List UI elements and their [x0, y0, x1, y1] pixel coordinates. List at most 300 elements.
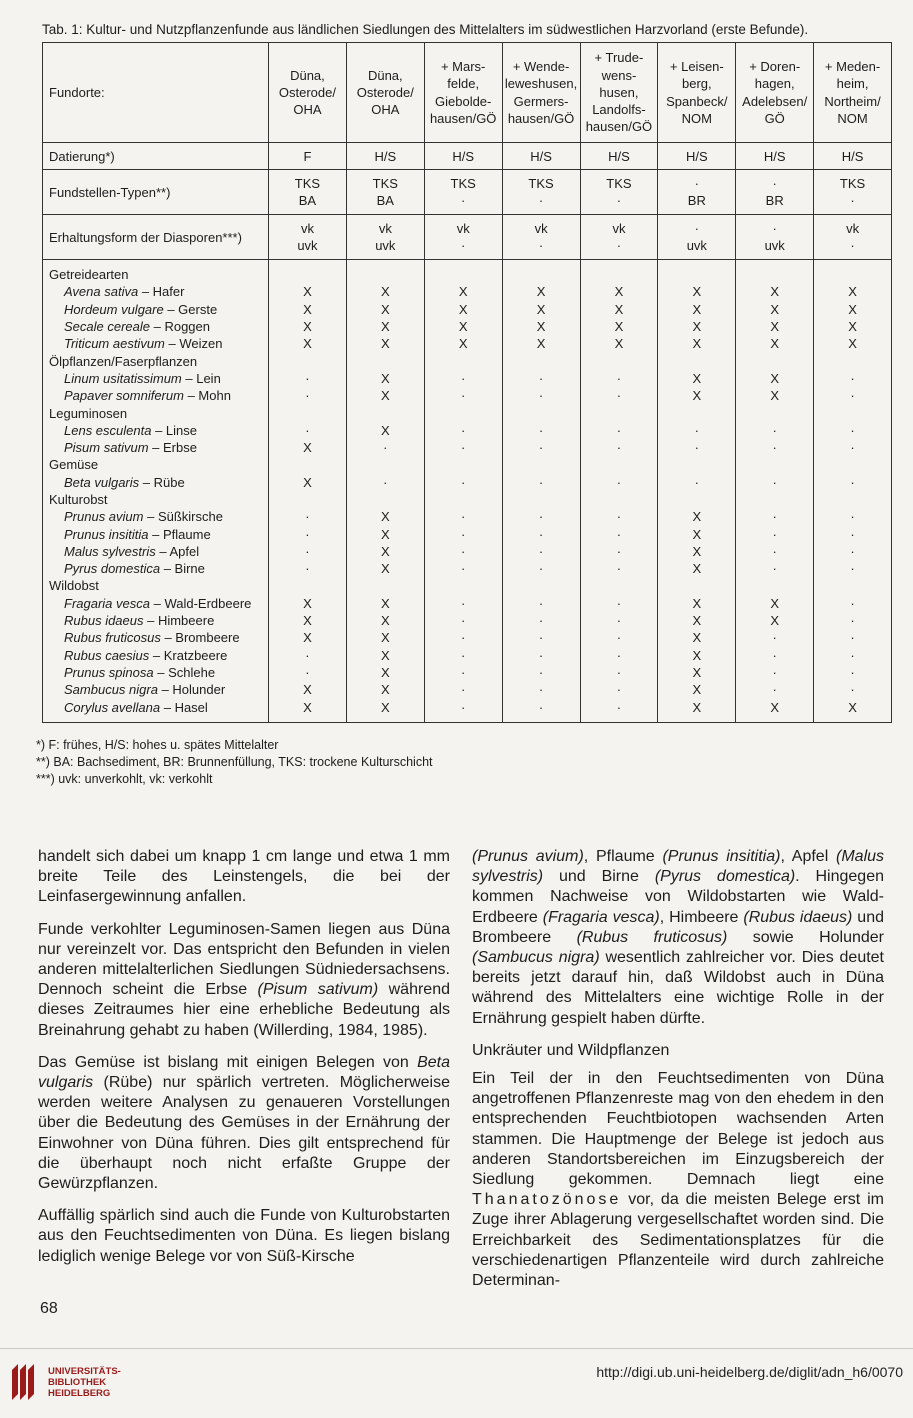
- presence-mark: ·: [616, 664, 622, 680]
- latin-name: Lens esculenta: [64, 422, 152, 438]
- paragraph: Ein Teil der in den Feuchtsedimenten von Düna angetroffenen Pflanzenreste mag von den ehedem in den entsprechenden Feuchtbiotopen wachsenden Arten stammen. Die Hauptmenge der Belege ist jedoch aus anderen Standortsbereichen im Einzugsbereich der Siedlung gekommen. Demnach liegt eine Thanatozönose vor, da die meisten Belege erst im Zuge ihrer Ablagerung vergesellschaftet worden sind. Die Erreichbarkeit des Sedimentationsplatzes für die verschiedenartigen Pflanzenteile wird durch zahlreiche Determinan-: [472, 1070, 884, 1290]
- presence-mark: X: [380, 699, 390, 715]
- cell-line: ·: [772, 175, 777, 191]
- spacer-line: [814, 266, 891, 283]
- presence-mark: ·: [772, 543, 777, 559]
- species-name: [49, 629, 268, 646]
- presence-mark: X: [380, 647, 390, 663]
- presence-mark: X: [380, 301, 390, 317]
- latin-name: Prunus avium: [64, 509, 144, 525]
- spacer-line: [736, 353, 813, 370]
- presence-mark: ·: [772, 682, 777, 698]
- spacer-line: [269, 577, 346, 594]
- latin-name: Prunus spinosa: [64, 664, 154, 680]
- spacer-line: [736, 456, 813, 473]
- presence-mark: ·: [538, 561, 544, 577]
- presence-mark: ·: [538, 474, 544, 490]
- spacer-line: [658, 491, 735, 508]
- cell-line: BR: [687, 193, 706, 208]
- site-header: [658, 43, 736, 143]
- presence-mark: ·: [538, 422, 544, 438]
- cell-line: + Wende-: [512, 58, 570, 74]
- presence-mark: X: [692, 301, 702, 317]
- source-url-link[interactable]: http://digi.ub.uni-heidelberg.de/diglit/adn_h6/0070: [596, 1364, 903, 1380]
- site-values-column: [814, 260, 892, 723]
- spacer-line: [581, 266, 658, 283]
- presence-mark: ·: [694, 440, 699, 456]
- site-values-column: [346, 260, 424, 723]
- presence-mark: X: [770, 388, 780, 404]
- latin-name: Rubus caesius: [64, 647, 150, 663]
- spacer-line: [425, 405, 502, 422]
- site-header: [814, 43, 892, 143]
- cell-line: Düna,: [367, 67, 403, 83]
- presence-mark: ·: [616, 440, 622, 456]
- latin-name: Rubus idaeus: [64, 613, 144, 629]
- presence-mark: ·: [461, 388, 466, 404]
- cell-line: vk: [456, 220, 470, 236]
- latin-name: Papaver somniferum: [64, 388, 184, 404]
- section-heading: Unkräuter und Wildpflanzen: [472, 1041, 670, 1059]
- presence-mark: X: [303, 474, 312, 490]
- cell-line: vk: [612, 220, 626, 236]
- table-caption: Tab. 1: Kultur- und Nutzpflanzenfunde aus ländlichen Siedlungen des Mittelalters im südwestlichen Harzvorland (erste Befunde).: [42, 22, 809, 37]
- german-name: – Mohn: [183, 388, 231, 404]
- cell-line: Düna,: [290, 67, 325, 83]
- library-name: UNIVERSITÄTS- BIBLIOTHEK HEIDELBERG: [48, 1366, 121, 1399]
- presence-mark: X: [848, 336, 857, 352]
- erhaltung-cell: [814, 215, 892, 260]
- species-name: [49, 543, 268, 560]
- cell-line: + Leisen-: [669, 58, 724, 74]
- presence-mark: ·: [850, 388, 855, 404]
- presence-mark: ·: [461, 595, 466, 611]
- presence-mark: X: [380, 509, 390, 525]
- presence-mark: ·: [616, 474, 622, 490]
- spacer-line: [814, 491, 891, 508]
- species-name: [49, 647, 268, 664]
- spacer-line: [814, 577, 891, 594]
- species-name: [49, 387, 268, 404]
- presence-mark: X: [848, 284, 857, 300]
- spacer-line: [658, 577, 735, 594]
- presence-mark: ·: [461, 561, 466, 577]
- presence-mark: X: [770, 613, 780, 629]
- presence-mark: ·: [461, 543, 466, 559]
- cell-line: Spanbeck/: [666, 93, 728, 109]
- presence-mark: X: [380, 561, 390, 577]
- presence-mark: X: [614, 336, 624, 352]
- presence-mark: ·: [538, 440, 544, 456]
- presence-mark: ·: [538, 682, 544, 698]
- findings-table: [42, 42, 892, 723]
- datierung-cell: H/S: [736, 143, 814, 170]
- cell-line: ·: [850, 193, 855, 208]
- presence-mark: X: [770, 284, 780, 300]
- spacer-line: [347, 491, 424, 508]
- presence-mark: X: [380, 319, 390, 335]
- presence-mark: ·: [461, 699, 466, 715]
- presence-mark: X: [380, 682, 390, 698]
- presence-mark: ·: [461, 440, 466, 456]
- erhaltung-cell: [580, 215, 658, 260]
- cell-line: BA: [298, 193, 317, 208]
- site-values-column: [658, 260, 736, 723]
- cell-line: Wildobst: [49, 578, 99, 594]
- german-name: – Holunder: [157, 682, 226, 698]
- german-name: – Süßkirsche: [143, 509, 223, 525]
- site-values-column: [424, 260, 502, 723]
- presence-mark: X: [692, 699, 702, 715]
- cell-line: NOM: [837, 110, 868, 126]
- latin-name: Pisum sativum: [64, 440, 149, 456]
- presence-mark: X: [848, 319, 857, 335]
- cell-line: Giebolde-: [435, 93, 492, 109]
- spacer-line: [503, 456, 580, 473]
- presence-mark: X: [536, 336, 546, 352]
- spacer-line: [347, 577, 424, 594]
- species-name: [49, 560, 268, 577]
- spacer-line: [736, 491, 813, 508]
- datierung-cell: H/S: [424, 143, 502, 170]
- presence-mark: ·: [461, 664, 466, 680]
- erhaltung-cell: [658, 215, 736, 260]
- spacer-line: [814, 353, 891, 370]
- presence-mark: ·: [772, 630, 777, 646]
- cell-line: ·: [850, 238, 855, 253]
- datierung-cell: H/S: [658, 143, 736, 170]
- species-name: [49, 612, 268, 629]
- spacer-line: [269, 456, 346, 473]
- presence-mark: ·: [850, 474, 855, 490]
- presence-mark: X: [770, 699, 780, 715]
- german-name: – Roggen: [150, 319, 210, 335]
- site-header: [346, 43, 424, 143]
- fundstellen-cell: [346, 170, 424, 215]
- presence-mark: ·: [461, 422, 466, 438]
- species-name: [49, 474, 268, 491]
- latin-name: Malus sylvestris: [64, 543, 156, 559]
- presence-mark: ·: [772, 526, 777, 542]
- presence-mark: ·: [461, 630, 466, 646]
- erhaltung-cell: [269, 215, 347, 260]
- cell-line: Adelebsen/: [742, 93, 808, 109]
- presence-mark: X: [380, 664, 390, 680]
- presence-mark: X: [692, 595, 702, 611]
- cell-line: TKS: [372, 175, 398, 191]
- site-values-column: [580, 260, 658, 723]
- fundstellen-cell: [658, 170, 736, 215]
- presence-mark: X: [692, 336, 702, 352]
- datierung-cell: H/S: [346, 143, 424, 170]
- cell-line: vk: [378, 220, 392, 236]
- cell-line: felde,: [447, 76, 480, 92]
- latin-name: Fragaria vesca: [64, 595, 150, 611]
- spacer-line: [425, 577, 502, 594]
- spacer-line: [581, 577, 658, 594]
- species-name: [49, 318, 268, 335]
- presence-mark: ·: [616, 543, 622, 559]
- cell-line: husen,: [599, 84, 639, 100]
- presence-mark: X: [303, 440, 312, 456]
- cell-line: hagen,: [754, 76, 795, 92]
- footnote-1: *) F: frühes, H/S: hohes u. spätes Mittelalter: [36, 738, 279, 752]
- datierung-row: [43, 143, 892, 170]
- spacer-line: [658, 266, 735, 283]
- cell-line: ·: [538, 238, 544, 253]
- presence-mark: ·: [538, 388, 544, 404]
- erhaltung-cell: [424, 215, 502, 260]
- presence-mark: X: [380, 630, 390, 646]
- presence-mark: X: [692, 284, 702, 300]
- species-name: [49, 301, 268, 318]
- spacer-line: [269, 491, 346, 508]
- presence-mark: X: [614, 301, 624, 317]
- presence-mark: X: [303, 319, 312, 335]
- presence-mark: ·: [305, 647, 310, 663]
- spacer-line: [425, 266, 502, 283]
- erhaltung-cell: [736, 215, 814, 260]
- spacer-line: [503, 405, 580, 422]
- presence-mark: ·: [461, 474, 466, 490]
- erhaltung-label: Erhaltungsform der Diasporen***): [43, 215, 269, 260]
- presence-mark: X: [458, 301, 468, 317]
- presence-mark: X: [848, 301, 857, 317]
- presence-mark: ·: [772, 647, 777, 663]
- presence-mark: X: [380, 543, 390, 559]
- german-name: – Linse: [151, 422, 197, 438]
- presence-mark: ·: [305, 388, 310, 404]
- latin-name: Corylus avellana: [64, 699, 161, 715]
- spacer-line: [347, 405, 424, 422]
- paragraph: Funde verkohlter Leguminosen-Samen liegen aus Düna nur vereinzelt vor. Das entspricht den Befunden in vielen anderen mittelalterlichen Siedlungen Südniedersachsens. Dennoch scheint die Erbse (Pisum sativum) während dieses Zeitraumes hier eine erhebliche Bedeutung als Breinahrung gehabt zu haben (Willerding, 1984, 1985).: [38, 920, 450, 1039]
- latin-name: Hordeum vulgare: [64, 301, 164, 317]
- presence-mark: ·: [850, 509, 855, 525]
- presence-mark: ·: [461, 526, 466, 542]
- german-name: – Erbse: [148, 440, 197, 456]
- presence-mark: ·: [772, 561, 777, 577]
- spacer-line: [425, 353, 502, 370]
- spacer-line: [347, 456, 424, 473]
- cell-line: Osterode/: [356, 84, 414, 100]
- presence-mark: X: [536, 284, 546, 300]
- presence-mark: X: [692, 647, 702, 663]
- cell-line: Osterode/: [278, 84, 336, 100]
- cell-line: vk: [846, 220, 860, 236]
- presence-mark: ·: [305, 509, 310, 525]
- spacer-line: [658, 353, 735, 370]
- fundstellen-cell: [814, 170, 892, 215]
- fundstellen-cell: [269, 170, 347, 215]
- presence-mark: ·: [772, 422, 777, 438]
- fundstellen-cell: [502, 170, 580, 215]
- latin-name: Pyrus domestica: [64, 561, 161, 577]
- fundstellen-cell: [736, 170, 814, 215]
- cell-line: + Doren-: [749, 58, 801, 74]
- presence-mark: X: [692, 630, 702, 646]
- german-name: – Hasel: [160, 699, 208, 715]
- presence-mark: ·: [616, 682, 622, 698]
- presence-mark: X: [380, 388, 390, 404]
- presence-mark: ·: [461, 682, 466, 698]
- paragraph: Auffällig spärlich sind auch die Funde von Kulturobstarten aus den Feuchtsedimenten von Düna. Es liegen bislang lediglich wenige Belege vor von Süß-Kirsche: [38, 1207, 450, 1265]
- presence-mark: ·: [850, 422, 855, 438]
- cell-line: BR: [765, 193, 784, 208]
- presence-mark: ·: [850, 613, 855, 629]
- site-header: [502, 43, 580, 143]
- cell-line: Germers-: [513, 93, 569, 109]
- presence-mark: ·: [616, 630, 622, 646]
- cell-line: Getreidearten: [49, 267, 129, 283]
- presence-mark: X: [692, 388, 702, 404]
- presence-mark: X: [770, 370, 780, 386]
- fundstellen-row: [43, 170, 892, 215]
- presence-mark: ·: [850, 664, 855, 680]
- species-name: [49, 283, 268, 300]
- paragraph: Das Gemüse ist bislang mit einigen Belegen von Beta vulgaris (Rübe) nur spärlich vertreten. Möglicherweise werden weitere Analysen zu genaueren Vorstellungen über die Bedeutung des Gemüses in der Ernährung der Einwohner von Düna führen. Dies gilt entsprechend für die überhaupt noch nicht erfaßte Gruppe der Gewürzpflanzen.: [38, 1053, 450, 1193]
- presence-mark: ·: [305, 543, 310, 559]
- erhaltung-row: [43, 215, 892, 260]
- presence-mark: X: [303, 284, 312, 300]
- presence-mark: ·: [616, 388, 622, 404]
- site-header: [736, 43, 814, 143]
- german-name: – Birne: [160, 561, 205, 577]
- cell-line: + Trude-: [594, 50, 644, 66]
- presence-mark: X: [770, 595, 780, 611]
- presence-mark: X: [380, 613, 390, 629]
- presence-mark: X: [692, 319, 702, 335]
- spacer-line: [814, 456, 891, 473]
- presence-mark: X: [458, 319, 468, 335]
- presence-mark: X: [770, 336, 780, 352]
- cell-line: Leguminosen: [49, 405, 128, 421]
- species-name: [49, 595, 268, 612]
- footer-divider: [0, 1348, 913, 1349]
- presence-mark: ·: [850, 561, 855, 577]
- german-name: – Pflaume: [148, 526, 211, 542]
- right-text-column: [472, 847, 884, 1303]
- presence-mark: X: [458, 284, 468, 300]
- cell-line: Landolfs-: [592, 102, 646, 118]
- presence-mark: ·: [616, 561, 622, 577]
- latin-name: Linum usitatissimum: [64, 370, 182, 386]
- species-block: [43, 260, 892, 723]
- spacer-line: [269, 266, 346, 283]
- spacer-line: [736, 405, 813, 422]
- species-names: [43, 260, 269, 723]
- presence-mark: X: [692, 682, 702, 698]
- presence-mark: ·: [538, 613, 544, 629]
- latin-name: Avena sativa: [64, 284, 139, 300]
- spacer-line: [503, 491, 580, 508]
- site-header: [580, 43, 658, 143]
- site-values-column: [269, 260, 347, 723]
- presence-mark: X: [303, 699, 312, 715]
- presence-mark: ·: [616, 595, 622, 611]
- cell-line: vk: [534, 220, 548, 236]
- presence-mark: ·: [850, 526, 855, 542]
- cell-line: ·: [772, 220, 777, 236]
- spacer-line: [347, 266, 424, 283]
- german-name: – Kratzbeere: [149, 647, 228, 663]
- presence-mark: ·: [538, 630, 544, 646]
- cell-line: hausen/GÖ: [429, 110, 497, 126]
- datierung-cell: H/S: [580, 143, 658, 170]
- presence-mark: X: [380, 284, 390, 300]
- paragraph: (Prunus avium), Pflaume (Prunus insititia), Apfel (Malus sylvestris) und Birne (Pyrus domestica). Hingegen kommen Nachweise von Wildobstarten wie Wald-Erdbeere (Fragaria vesca), Himbeere (Rubus idaeus) und Brombeere (Rubus fruticosus) sowie Holunder (Sambucus nigra) wesentlich zahlreicher vor. Dies deutet bereits jetzt darauf hin, daß Wildobst auch in Düna während des Mittelalters eine wichtige Rolle in der Ernährung gespielt haben dürfte.: [472, 848, 885, 1027]
- presence-mark: X: [692, 370, 702, 386]
- presence-mark: X: [303, 613, 312, 629]
- presence-mark: ·: [850, 682, 855, 698]
- cell-line: hausen/GÖ: [507, 110, 575, 126]
- footnote-2: **) BA: Bachsediment, BR: Brunnenfüllung, TKS: trockene Kulturschicht: [36, 755, 433, 769]
- german-name: – Weizen: [164, 336, 223, 352]
- spacer-line: [347, 353, 424, 370]
- presence-mark: X: [692, 664, 702, 680]
- cell-line: uvk: [686, 238, 707, 253]
- species-name: [49, 526, 268, 543]
- german-name: – Rübe: [139, 474, 185, 490]
- presence-mark: X: [692, 613, 702, 629]
- presence-mark: ·: [850, 440, 855, 456]
- library-logo-icon: [8, 1362, 38, 1402]
- presence-mark: ·: [616, 370, 622, 386]
- cell-line: TKS: [450, 175, 476, 191]
- presence-mark: X: [303, 301, 312, 317]
- fundorte-label: Fundorte:: [43, 43, 269, 143]
- presence-mark: ·: [383, 440, 388, 456]
- presence-mark: X: [614, 319, 624, 335]
- left-text-column: [38, 847, 450, 1279]
- species-name: [49, 664, 268, 681]
- latin-name: Prunus insititia: [64, 526, 149, 542]
- presence-mark: ·: [772, 440, 777, 456]
- spacer-line: [425, 491, 502, 508]
- fundstellen-cell: [580, 170, 658, 215]
- species-name: [49, 370, 268, 387]
- datierung-label: Datierung*): [43, 143, 269, 170]
- cell-line: ·: [461, 238, 466, 253]
- species-name: [49, 699, 268, 716]
- cell-line: + Mars-: [440, 58, 486, 74]
- spacer-line: [814, 405, 891, 422]
- presence-mark: X: [303, 682, 312, 698]
- cell-line: ·: [694, 175, 699, 191]
- presence-mark: X: [458, 336, 468, 352]
- species-name: [49, 422, 268, 439]
- presence-mark: ·: [850, 630, 855, 646]
- presence-mark: ·: [616, 422, 622, 438]
- fundstellen-cell: [424, 170, 502, 215]
- presence-mark: ·: [305, 664, 310, 680]
- cell-line: ·: [616, 238, 622, 253]
- cell-line: + Meden-: [824, 58, 881, 74]
- footnote-3: ***) uvk: unverkohlt, vk: verkohlt: [36, 772, 213, 786]
- presence-mark: X: [848, 699, 857, 715]
- german-name: – Schlehe: [153, 664, 216, 680]
- cell-line: wens-: [601, 67, 637, 83]
- spacer-line: [581, 405, 658, 422]
- spacer-line: [269, 353, 346, 370]
- presence-mark: ·: [305, 526, 310, 542]
- cell-line: Kulturobst: [49, 492, 108, 507]
- cell-line: BA: [376, 193, 394, 208]
- presence-mark: ·: [305, 370, 310, 386]
- erhaltung-cell: [346, 215, 424, 260]
- site-header: [424, 43, 502, 143]
- spacer-line: [503, 266, 580, 283]
- spacer-line: [581, 456, 658, 473]
